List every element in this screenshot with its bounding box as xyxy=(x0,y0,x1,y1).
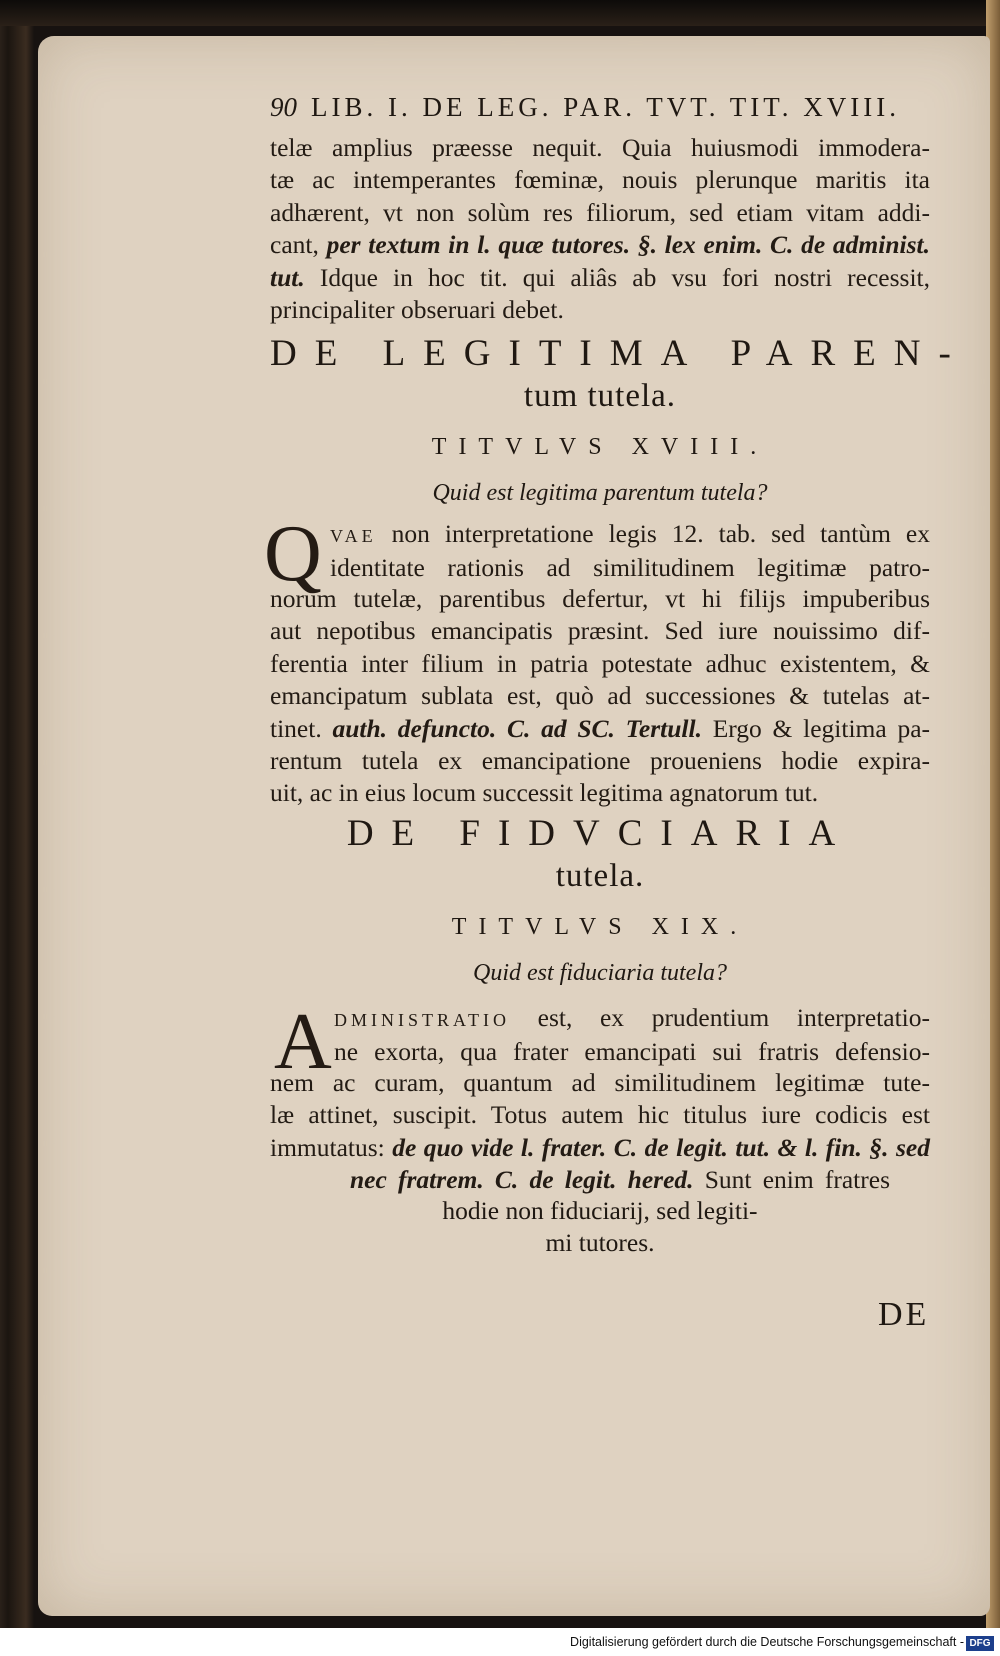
running-head xyxy=(270,92,930,123)
text-line: uit, ac in eius locum successit legitima agnatorum tut. xyxy=(270,778,819,808)
text-line: norum tutelæ, parentibus defertur, vt hi filijs impuberibus xyxy=(270,584,930,613)
page-number: 90 xyxy=(270,92,297,122)
section-question: Quid est legitima parentum tutela? xyxy=(432,480,768,506)
first-word: VAE xyxy=(330,526,377,546)
text-line: rentum tutela ex emancipatione proueniens hodie expira- xyxy=(270,746,930,776)
text-line: ne exorta, qua frater emancipati sui fratris defensio- xyxy=(334,1037,930,1067)
text-line: nem ac curam, quantum ad similitudinem legitimæ tute- xyxy=(270,1068,930,1097)
paragraph-lead xyxy=(330,518,930,585)
text-line: telæ amplius præesse nequit. Quia huiusmodi immodera- xyxy=(270,133,930,162)
section-question: Quid est fiduciaria tutela? xyxy=(473,960,727,986)
section2-paragraph xyxy=(270,1067,930,1164)
book-top-edge xyxy=(0,0,1000,26)
text-line xyxy=(270,262,930,294)
text-line xyxy=(270,229,930,261)
funding-notice: Digitalisierung gefördert durch die Deutsche Forschungsgemeinschaft - xyxy=(570,1635,964,1649)
text-span: immutatus: xyxy=(270,1132,393,1162)
section2-tail xyxy=(350,1164,890,1196)
text-line: aut nepotibus emancipatis præsint. Sed iure nouissimo dif- xyxy=(270,616,930,646)
catchword: DE xyxy=(878,1296,930,1333)
running-head-title: LIB. I. DE LEG. PAR. TVT. TIT. XVIII. xyxy=(311,92,900,122)
citation: tut. xyxy=(270,262,305,292)
section-heading-continued: tum tutela. xyxy=(523,378,677,414)
section-heading: DE FIDVCIARIA xyxy=(346,813,854,854)
drop-cap: Q xyxy=(264,510,322,598)
text-line: principaliter obseruari debet. xyxy=(270,295,564,325)
text-line xyxy=(334,1002,930,1036)
text-line: tæ ac intemperantes fœminæ, nouis plerunque maritis ita xyxy=(270,165,930,195)
text-line xyxy=(270,1132,930,1164)
opening-paragraph xyxy=(270,132,930,326)
text-line xyxy=(330,518,930,552)
titulus-label: TITVLVS XIX. xyxy=(451,914,749,940)
citation: auth. defuncto. C. ad SC. Tertull. xyxy=(332,713,702,743)
text-line: læ attinet, suscipit. Totus autem hic titulus iure codicis est xyxy=(270,1100,930,1130)
text-line: adhærent, vt non solùm res filiorum, sed etiam vitam addi- xyxy=(270,197,930,227)
dfg-logo: DFG xyxy=(966,1636,994,1651)
paragraph-lead xyxy=(334,1002,930,1069)
text-span: Sunt enim fratres xyxy=(693,1165,890,1194)
citation: de quo vide l. frater. C. de legit. tut. & l. fin. §. sed xyxy=(392,1132,931,1162)
section-heading: DE LEGITIMA PAREN- xyxy=(270,333,969,374)
drop-cap: A xyxy=(274,998,332,1086)
text-line: hodie non fiduciarij, sed legiti- xyxy=(442,1196,758,1225)
footer-bar xyxy=(0,1628,1000,1656)
citation: nec fratrem. C. de legit. hered. xyxy=(350,1165,694,1194)
section1-paragraph xyxy=(270,583,930,810)
book-page xyxy=(38,36,990,1616)
section-heading-continued: tutela. xyxy=(555,858,645,894)
text-span: non interpretatione legis 12. tab. sed tantùm ex xyxy=(376,519,930,548)
text-span: Idque in hoc tit. qui aliâs ab vsu fori nostri recessit, xyxy=(304,262,930,292)
text-line xyxy=(350,1164,890,1196)
text-span: tinet. xyxy=(270,713,333,743)
first-word: DMINISTRATIO xyxy=(334,1010,510,1030)
text-span: cant, xyxy=(270,230,327,260)
text-line: ferentia inter filium in patria potestate adhuc existentem, & xyxy=(270,648,930,678)
text-span: est, ex prudentium interpretatio- xyxy=(510,1003,930,1032)
text-span: Ergo & legitima pa- xyxy=(701,713,931,743)
text-line: identitate rationis ad similitudinem legitimæ patro- xyxy=(330,553,930,583)
citation: per textum in l. quæ tutores. §. lex enim. C. de administ. xyxy=(326,230,930,260)
text-line: mi tutores. xyxy=(545,1228,655,1257)
titulus-label: TITVLVS XVIII. xyxy=(431,434,769,460)
text-line: emancipatum sublata est, quò ad successiones & tutelas at- xyxy=(270,681,930,711)
text-line xyxy=(270,713,930,745)
